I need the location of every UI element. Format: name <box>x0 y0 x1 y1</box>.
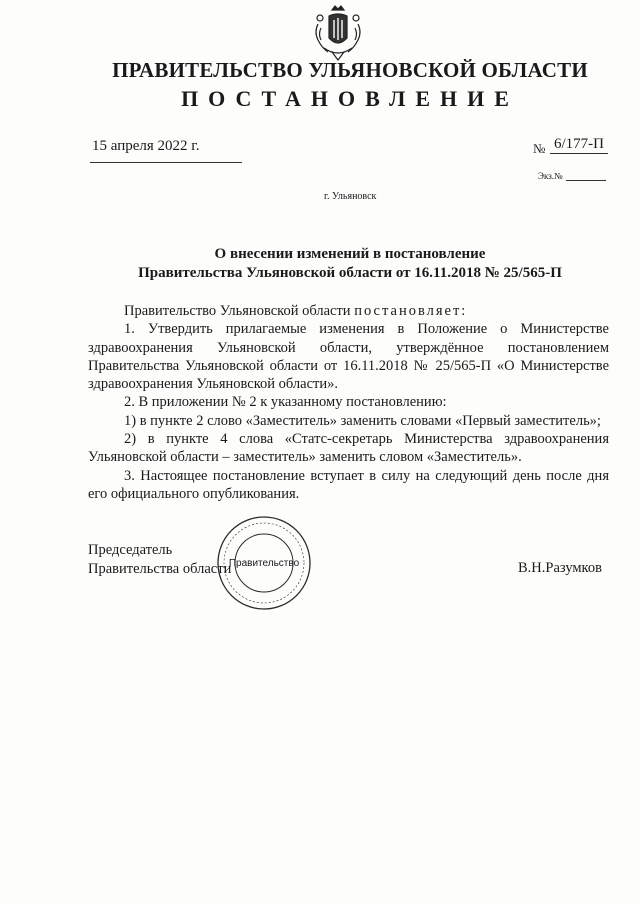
copy-number-line <box>566 180 606 181</box>
document-number: 6/177-П <box>550 136 608 154</box>
subject-line-1: О внесении изменений в постановление <box>214 246 486 262</box>
signatory-name: В.Н.Разумков <box>518 560 602 576</box>
government-title: ПРАВИТЕЛЬСТВО УЛЬЯНОВСКОЙ ОБЛАСТИ <box>112 58 588 82</box>
seal-text: Правительство <box>228 558 300 569</box>
official-seal-stamp <box>214 513 314 613</box>
document-city: г. Ульяновск <box>324 191 377 202</box>
item-2: 2. В приложении № 2 к указанному постановлению: <box>124 394 447 411</box>
position-line-1: Председатель <box>88 542 173 558</box>
document-type: ПОСТАНОВЛЕНИЕ <box>181 86 519 111</box>
item-1: 1. Утвердить прилагаемые изменения в Положение о Министерстве здравоохранения Ульяновской области, утверждённое постановлением Правительства Ульяновской области от 16.11.2018 № 25/565-П «О Министерстве здравоохранения Ульяновской области». <box>88 321 609 393</box>
position-line-2: Правительства области <box>88 561 232 577</box>
document-subject <box>0 245 640 283</box>
item-3: 3. Настоящее постановление вступает в силу на следующий день после дня его официального опубликования. <box>88 467 609 502</box>
number-label: № <box>533 141 546 156</box>
coat-of-arms-icon <box>312 4 364 62</box>
item-2-subitem-1: 1) в пункте 2 слово «Заместитель» заменить словами «Первый заместитель»; <box>124 412 601 429</box>
copy-number-label: Экз.№ <box>538 171 563 181</box>
subject-line-2: Правительства Ульяновской области от 16.11.2018 № 25/565-П <box>138 265 562 281</box>
intro-paragraph: Правительство Ульяновской области постановляет: <box>124 303 466 319</box>
document-body <box>88 302 609 503</box>
document-date: 15 апреля 2022 г. <box>92 138 200 154</box>
signatory-position <box>88 541 231 579</box>
date-underline <box>90 162 242 163</box>
item-2-subitem-2: 2) в пункте 4 слова «Статс-секретарь Министерства здравоохранения Ульяновской области – заместитель» заменить словом «Заместитель». <box>88 431 609 466</box>
